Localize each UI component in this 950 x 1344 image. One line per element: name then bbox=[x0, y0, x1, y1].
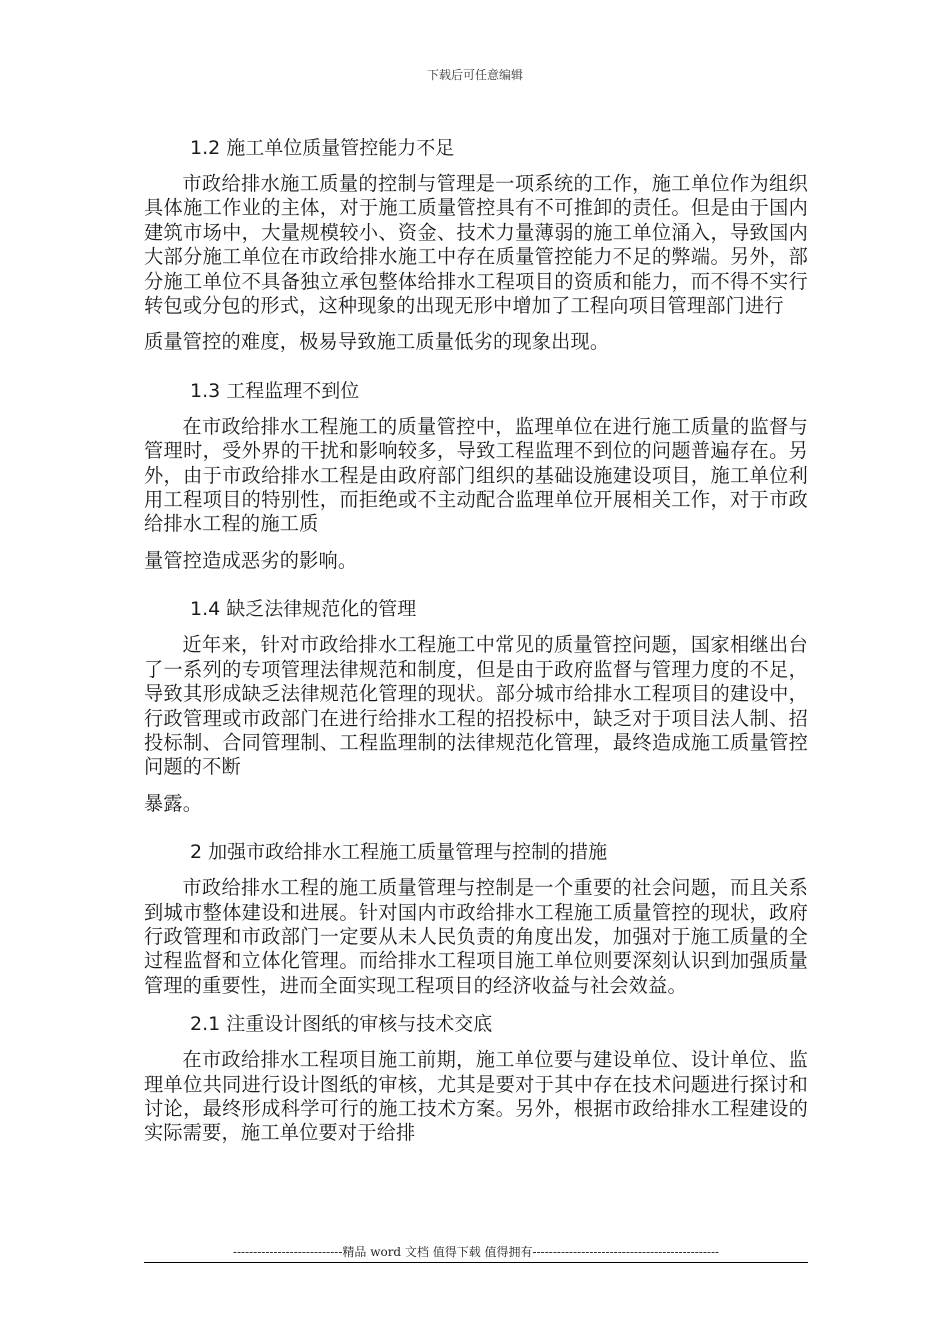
paragraph-last-line: 暴露。 bbox=[144, 791, 203, 815]
document-body bbox=[144, 134, 808, 1146]
section-heading: 2 加强市政给排水工程施工质量管理与控制的措施 bbox=[190, 841, 608, 864]
paragraph-text: 市政给排水工程的施工质量管理与控制是一个重要的社会问题，而且关系到城市整体建设和进展。针对国内市政给排水工程施工质量管控的现状，政府行政管理和市政部门一定要从未人民负责的角度出发，加强对于施工质量的全过程监督和立体化管理。而给排水工程项目施工单位则要深刻认识到加强质量管理的重要性，进而全面实现工程项目的经济收益与社会效益。 bbox=[144, 876, 808, 997]
section-paragraph bbox=[144, 1048, 808, 1146]
spacer bbox=[144, 998, 808, 1010]
section-paragraph bbox=[144, 633, 808, 816]
spacer bbox=[144, 573, 808, 595]
section-paragraph bbox=[144, 415, 808, 573]
section-heading: 1.4 缺乏法律规范化的管理 bbox=[190, 598, 417, 621]
section-heading: 2.1 注重设计图纸的审核与技术交底 bbox=[190, 1013, 493, 1036]
paragraph-text: 市政给排水施工质量的控制与管理是一项系统的工作，施工单位作为组织具体施工作业的主体，对于施工质量管控具有不可推卸的责任。但是由于国内建筑市场中，大量规模较小、资金、技术力量薄弱的施工单位涌入，导致国内大部分施工单位在市政给排水施工中存在质量管控能力不足的弊端。另外，部分施工单位不具备独立承包整体给排水工程项目的资质和能力，而不得不实行转包或分包的形式，这种现象的出现无形中增加了工程向项目管理部门进行 bbox=[144, 172, 808, 318]
paragraph-text: 近年来，针对市政给排水工程施工中常见的质量管控问题，国家相继出台了一系列的专项管理法律规范和制度，但是由于政府监督与管理力度的不足，导致其形成缺乏法律规范化管理的现状。部分城市给排水工程项目的建设中，行政管理或市政部门在进行给排水工程的招投标中，缺乏对于项目法人制、招投标制、合同管理制、工程监理制的法律规范化管理，最终造成施工质量管控问题的不断 bbox=[144, 633, 808, 779]
section-heading: 1.3 工程监理不到位 bbox=[190, 379, 360, 402]
section-paragraph bbox=[144, 172, 808, 355]
section-heading: 1.2 施工单位质量管控能力不足 bbox=[190, 137, 455, 159]
paragraph-last-line: 质量管控的难度，极易导致施工质量低劣的现象出现。 bbox=[144, 330, 610, 354]
spacer bbox=[144, 816, 808, 838]
paragraph-last-line: 量管控造成恶劣的影响。 bbox=[144, 548, 358, 572]
page-header-note: 下载后可任意编辑 bbox=[426, 68, 523, 82]
page-footer: ---------------------------精品 word 文档 值得下载 值得拥有---------------------------------------------- bbox=[232, 1245, 720, 1259]
paragraph-text: 在市政给排水工程项目施工前期，施工单位要与建设单位、设计单位、监理单位共同进行设计图纸的审核，尤其是要对于其中存在技术问题进行探讨和讨论，最终形成科学可行的施工技术方案。另外，根据市政给排水工程建设的实际需要，施工单位要对于给排 bbox=[144, 1048, 808, 1145]
paragraph-text: 在市政给排水工程施工的质量管控中，监理单位在进行施工质量的监督与管理时，受外界的干扰和影响较多，导致工程监理不到位的问题普遍存在。另外，由于市政给排水工程是由政府部门组织的基础设施建设项目，施工单位利用工程项目的特别性，而拒绝或不主动配合监理单位开展相关工作，对于市政给排水工程的施工质 bbox=[144, 414, 808, 536]
footer-divider bbox=[144, 1262, 808, 1263]
spacer bbox=[144, 355, 808, 377]
section-paragraph bbox=[144, 876, 808, 998]
